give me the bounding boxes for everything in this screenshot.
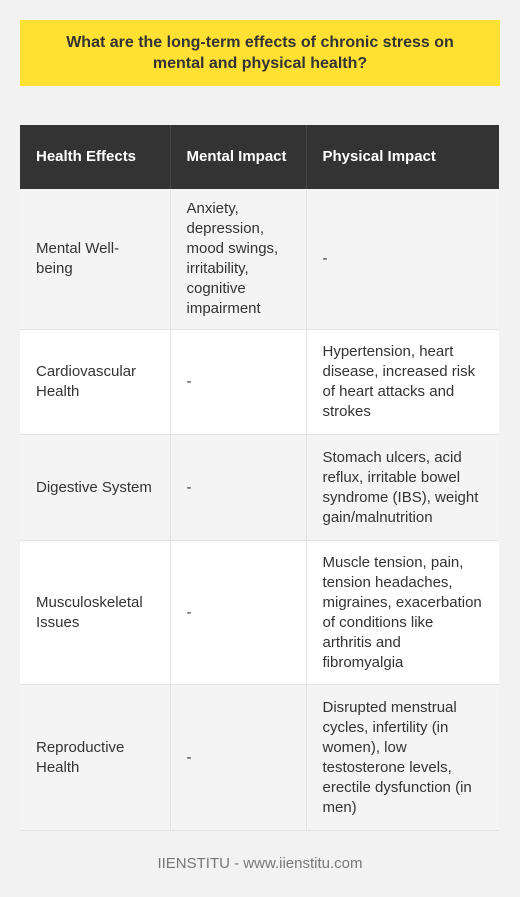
cell-health-effect: Cardiovascular Health	[20, 330, 170, 435]
cell-physical-impact: Hypertension, heart disease, increased risk of heart attacks and strokes	[306, 330, 499, 435]
cell-health-effect: Reproductive Health	[20, 685, 170, 831]
header-health-effects: Health Effects	[20, 125, 170, 189]
cell-physical-impact: Disrupted menstrual cycles, infertility (in women), low testosterone levels, erectile dysfunction (in men)	[306, 685, 499, 831]
table-header	[20, 125, 499, 189]
table-row	[20, 541, 499, 685]
cell-health-effect: Mental Well-being	[20, 189, 170, 330]
footer-credit: IIENSTITU - www.iienstitu.com	[157, 855, 363, 872]
header-mental-impact: Mental Impact	[170, 125, 306, 189]
cell-physical-impact: Stomach ulcers, acid reflux, irritable bowel syndrome (IBS), weight gain/malnutrition	[306, 435, 499, 541]
cell-health-effect: Musculoskeletal Issues	[20, 541, 170, 685]
cell-mental-impact: Anxiety, depression, mood swings, irritability, cognitive impairment	[170, 189, 306, 330]
cell-physical-impact: Muscle tension, pain, tension headaches, migraines, exacerbation of conditions like arthritis and fibromyalgia	[306, 541, 499, 685]
table-row	[20, 189, 499, 330]
cell-mental-impact: -	[170, 685, 306, 831]
cell-mental-impact: -	[170, 541, 306, 685]
cell-physical-impact: -	[306, 189, 499, 330]
cell-health-effect: Digestive System	[20, 435, 170, 541]
table-body	[20, 189, 499, 831]
title-banner	[20, 20, 500, 86]
table-row	[20, 685, 499, 831]
header-physical-impact: Physical Impact	[306, 125, 499, 189]
cell-mental-impact: -	[170, 330, 306, 435]
header-row	[20, 125, 499, 189]
cell-mental-impact: -	[170, 435, 306, 541]
page-title: What are the long-term effects of chronic stress on mental and physical health?	[66, 34, 454, 72]
health-effects-table	[20, 125, 499, 831]
table-row	[20, 435, 499, 541]
table-row	[20, 330, 499, 435]
